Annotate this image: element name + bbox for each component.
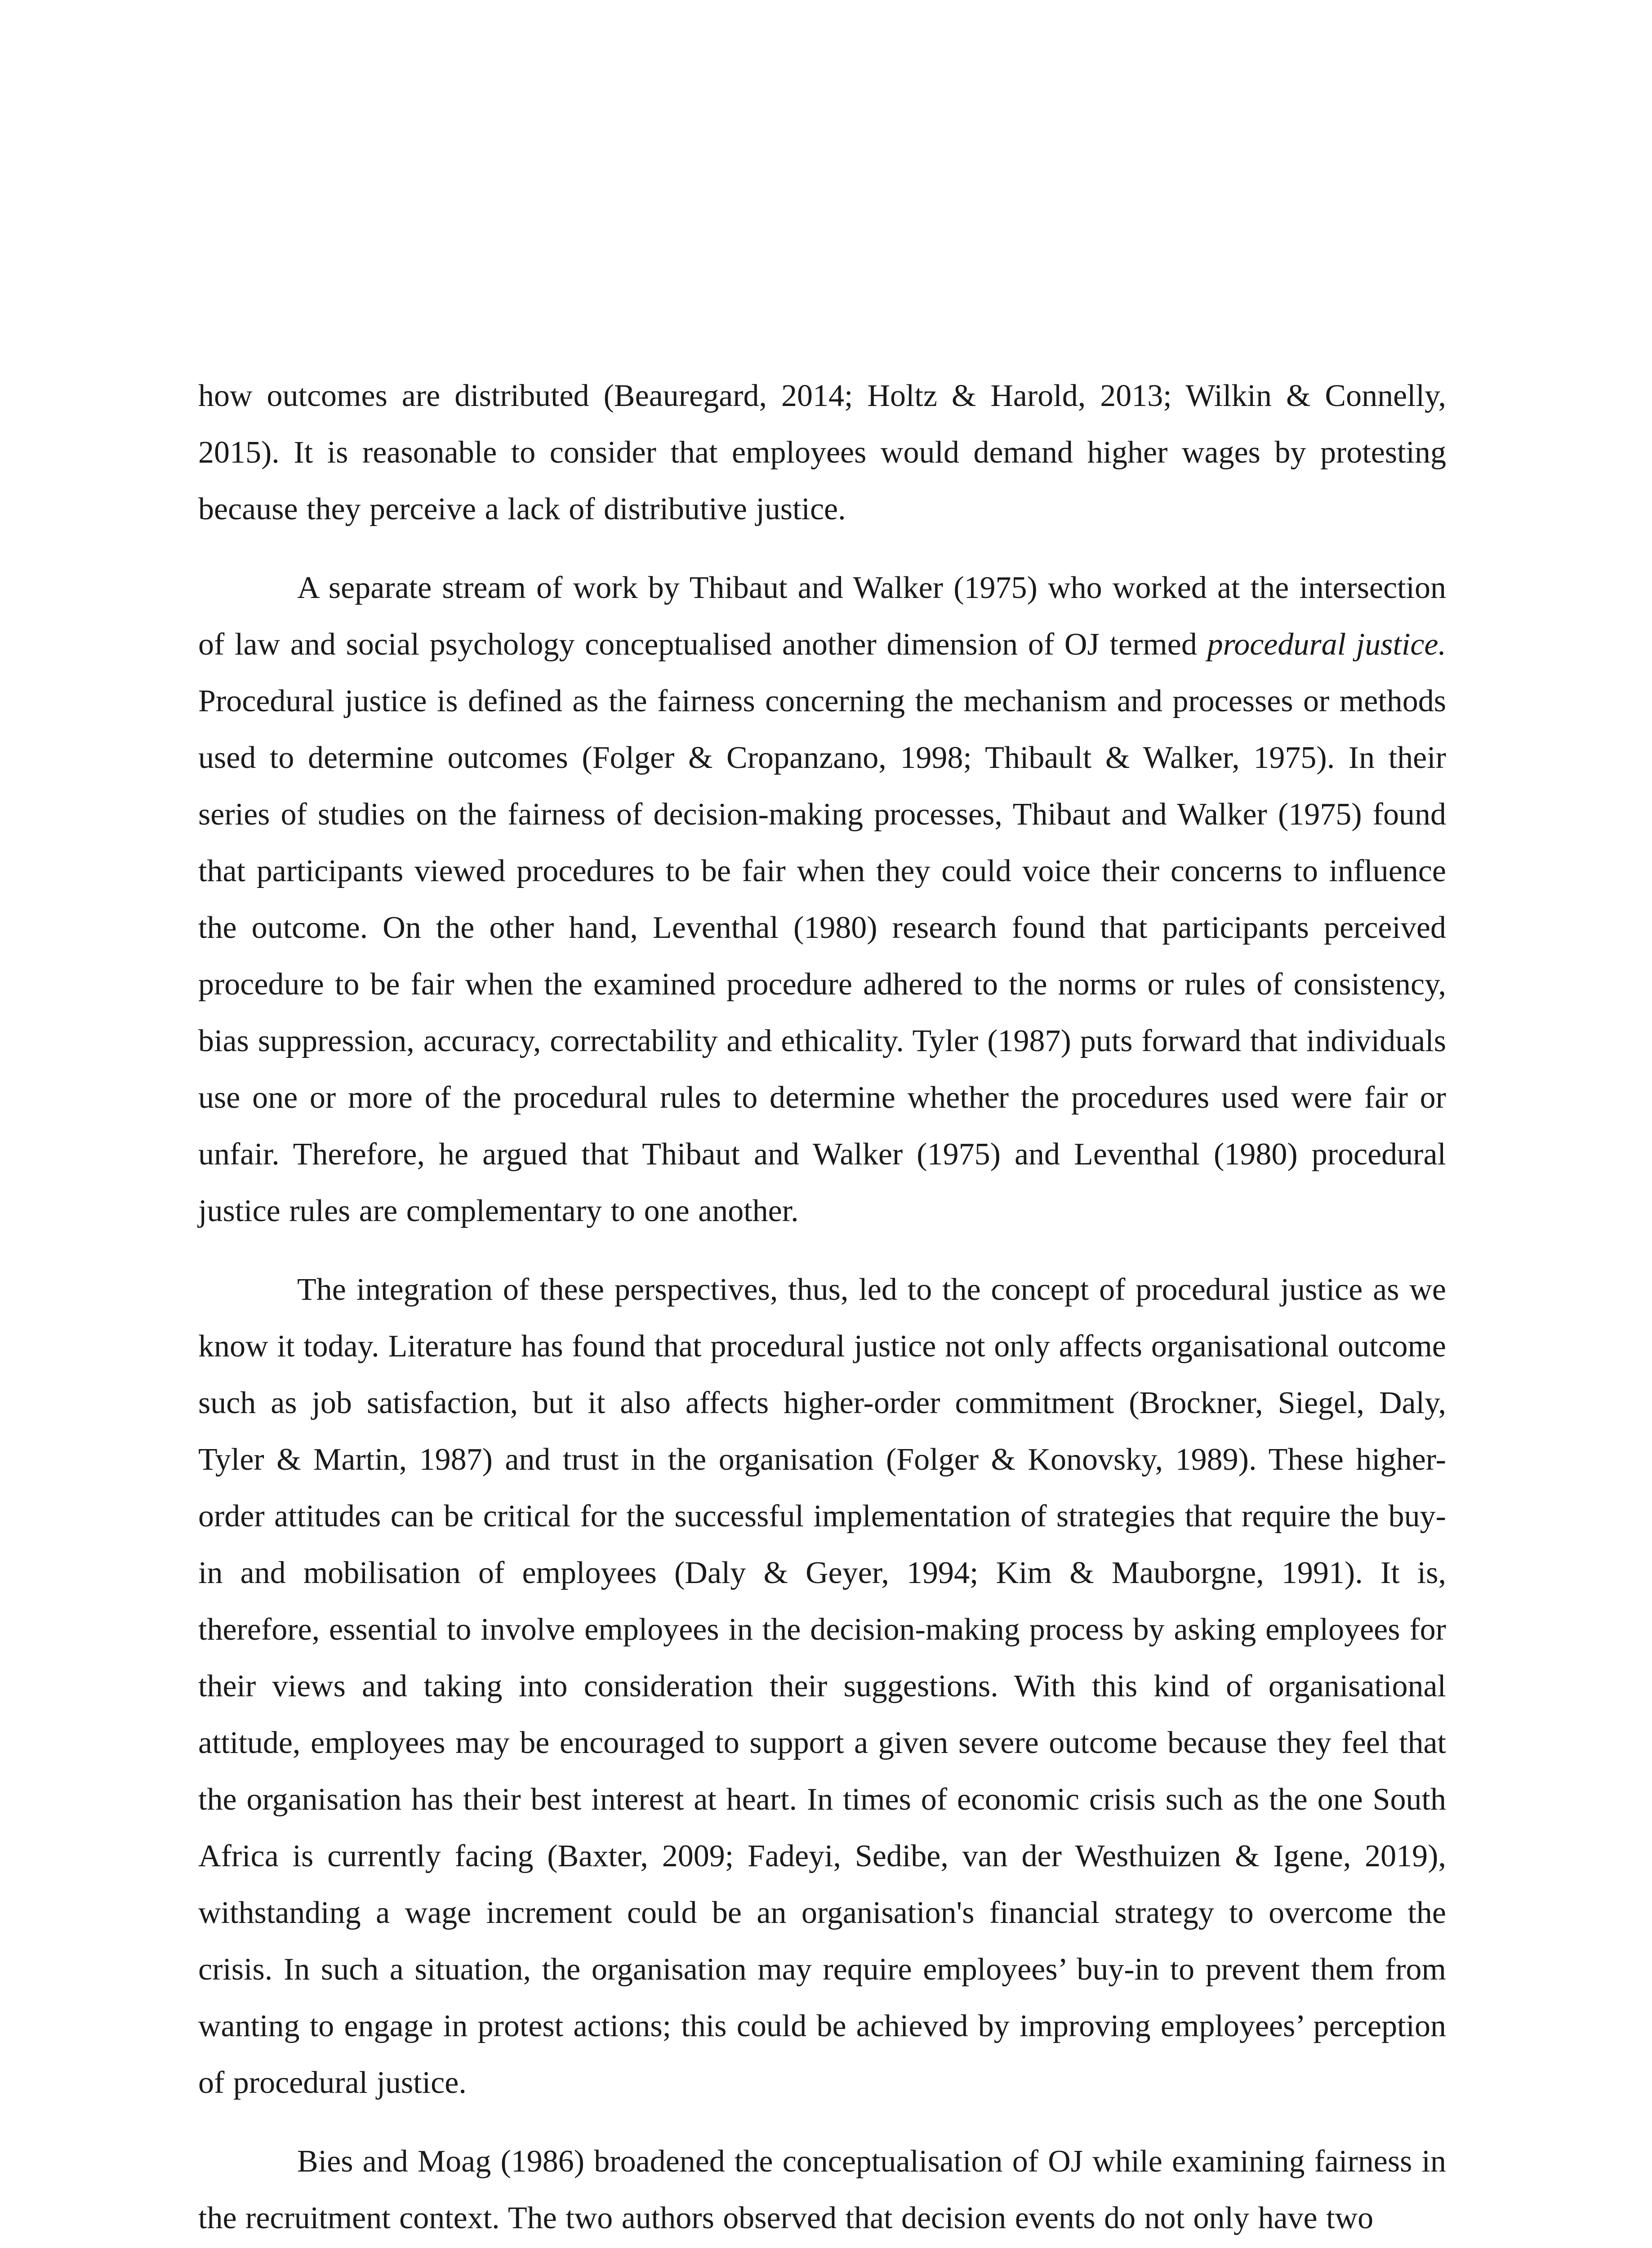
paragraph-distributive-justice: how outcomes are distributed (Beauregard, 2014; Holtz & Harold, 2013; Wilkin & Connelly, 2015). It is reasonable to consider that employees would demand higher wages by protesting because they perceive a lack of distributive justice. (198, 379, 1446, 526)
italic-term: procedural justice. (1207, 627, 1446, 662)
paragraph-text: Procedural justice is defined as the fairness concerning the mechanism and processes or methods used to determine outcomes (Folger & Cropanzano, 1998; Thibault & Walker, 1975). In their series of studies on the fairness of decision-making processes, Thibaut and Walker (1975) found that participants viewed procedures to be fair when they could voice their concerns to influence the outcome. On the other hand, Leventhal (1980) research found that participants perceived procedure to be fair when the examined procedure adhered to the norms or rules of consistency, bias suppression, accuracy, correctability and ethicality. Tyler (1987) puts forward that individuals use one or more of the procedural rules to determine whether the procedures used were fair or unfair. Therefore, he argued that Thibaut and Walker (1975) and Leventhal (1980) procedural justice rules are complementary to one another. (198, 684, 1446, 1228)
paragraph-integration: The integration of these perspectives, thus, led to the concept of procedural justice as we know it today. Literature has found that procedural justice not only affects organisational outcome such as job satisfaction, but it also affects higher-order commitment (Brockner, Siegel, Daly, Tyler & Martin, 1987) and trust in the organisation (Folger & Konovsky, 1989). These higher-order attitudes can be critical for the successful implementation of strategies that require the buy-in and mobilisation of employees (Daly & Geyer, 1994; Kim & Mauborgne, 1991). It is, therefore, essential to involve employees in the decision-making process by asking employees for their views and taking into consideration their suggestions. With this kind of organisational attitude, employees may be encouraged to support a given severe outcome because they feel that the organisation has their best interest at heart. In times of economic crisis such as the one South Africa is currently facing (Baxter, 2009; Fadeyi, Sedibe, van der Westhuizen & Igene, 2019), withstanding a wage increment could be an organisation's financial strategy to overcome the crisis. In such a situation, the organisation may require employees’ buy-in to prevent them from wanting to engage in protest actions; this could be achieved by improving employees’ perception of procedural justice. (198, 1272, 1446, 2100)
paragraph-interactional-justice: Bies and Moag (1986) broadened the conceptualisation of OJ while examining fairness in the recruitment context. The two authors observed that decision events do not only have two (198, 2144, 1446, 2235)
paragraph-procedural-justice (198, 560, 1446, 1240)
body-text (198, 368, 1446, 2247)
paragraph-text: A separate stream of work by Thibaut and Walker (1975) who worked at the intersection of law and social psychology conceptualised another dimension of OJ termed (198, 571, 1446, 662)
